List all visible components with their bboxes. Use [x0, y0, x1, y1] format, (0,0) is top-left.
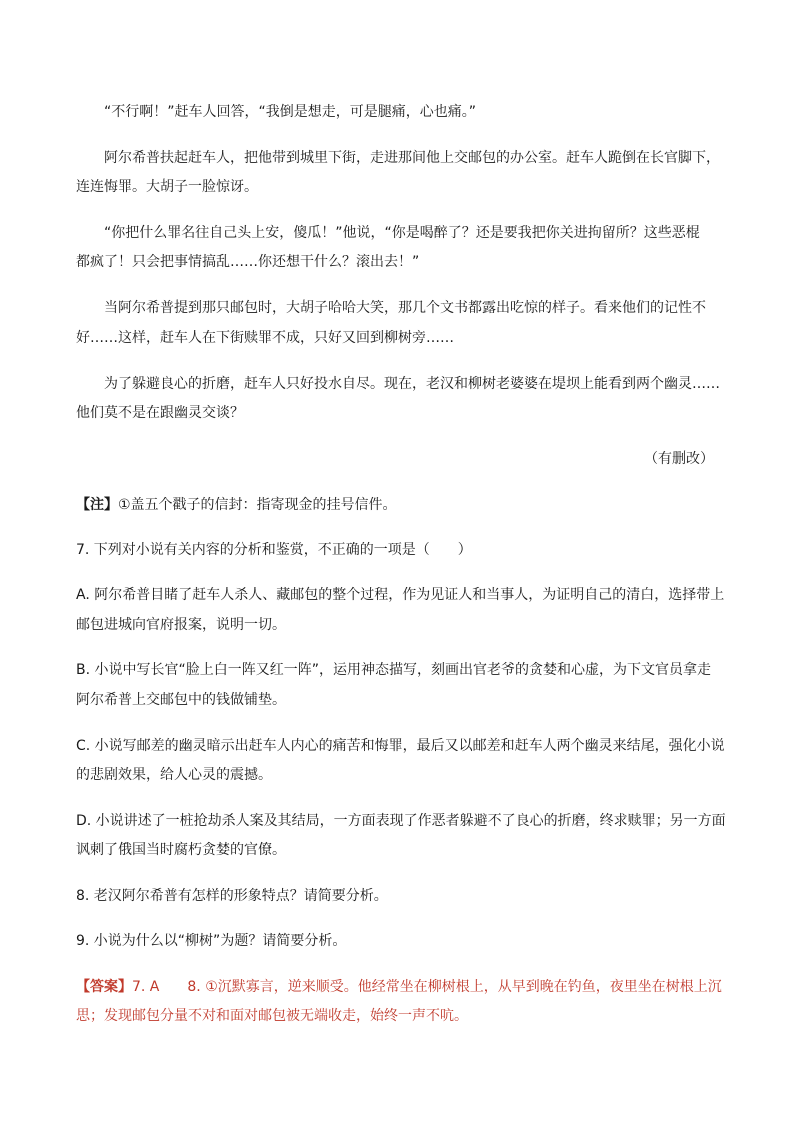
- source-note: （有删改）: [644, 451, 714, 467]
- answer-tag: 【答案】: [76, 979, 132, 995]
- option-b-line-1: B. 小说中写长官“脸上白一阵又红一阵”，运用神态描写，刻画出官老爷的贪婪和心虚，为下文官员拿走: [76, 662, 712, 678]
- option-d-line-2: 讽刺了俄国当时腐朽贪婪的官僚。: [76, 842, 286, 858]
- option-d-line-1: D. 小说讲述了一桩抢劫杀人案及其结局，一方面表现了作恶者躲避不了良心的折磨，终求赎罪；另一方面: [76, 813, 726, 829]
- footnote-text: ①盖五个戳子的信封：指寄现金的挂号信件。: [118, 497, 397, 513]
- question-8: 8. 老汉阿尔希普有怎样的形象特点？请简要分析。: [76, 888, 388, 904]
- answer-line-1: [76, 977, 722, 997]
- paragraph-2-line-1: 阿尔希普扶起赶车人，把他带到城里下街，走进那间他上交邮包的办公室。赶车人跪倒在长官脚下，: [104, 150, 720, 166]
- paragraph-5-line-1: 为了躲避良心的折磨，赶车人只好投水自尽。现在，老汉和柳树老婆婆在堤坝上能看到两个幽灵……: [104, 376, 720, 392]
- question-7-stem: 7. 下列对小说有关内容的分析和鉴赏，不正确的一项是（ ）: [76, 542, 472, 558]
- option-c-line-1: C. 小说写邮差的幽灵暗示出赶车人内心的痛苦和悔罪，最后又以邮差和赶车人两个幽灵来结尾，强化小说: [76, 738, 725, 754]
- answer-line-2: 思；发现邮包分量不对和面对邮包被无端收走，始终一声不吭。: [76, 1008, 468, 1024]
- answer-text-1: 7. A 8. ①沉默寡言，逆来顺受。他经常坐在柳树根上，从早到晚在钓鱼，夜里坐在树根上沉: [132, 979, 722, 995]
- paragraph-4-line-2: 好……这样，赶车人在下街赎罪不成，只好又回到柳树旁……: [76, 330, 454, 346]
- paragraph-2-line-2: 连连悔罪。大胡子一脸惊讶。: [76, 179, 258, 195]
- paragraph-3-line-1: “你把什么罪名往自己头上安，傻瓜！”他说，“你是喝醉了？还是要我把你关进拘留所？这些恶棍: [104, 225, 700, 241]
- question-9: 9. 小说为什么以“柳树”为题？请简要分析。: [76, 933, 347, 949]
- option-a-line-2: 邮包进城向官府报案，说明一切。: [76, 617, 286, 633]
- footnote-tag: 【注】: [76, 497, 118, 513]
- paragraph-1: “不行啊！”赶车人回答，“我倒是想走，可是腿痛，心也痛。”: [104, 104, 477, 120]
- footnote: [76, 495, 397, 515]
- paragraph-5-line-2: 他们莫不是在跟幽灵交谈？: [76, 405, 244, 421]
- paragraph-4-line-1: 当阿尔希普提到那只邮包时，大胡子哈哈大笑，那几个文书都露出吃惊的样子。看来他们的记性不: [104, 300, 706, 316]
- option-b-line-2: 阿尔希普上交邮包中的钱做铺垫。: [76, 692, 286, 708]
- paragraph-3-line-2: 都疯了！只会把事情搞乱……你还想干什么？滚出去！”: [76, 254, 420, 270]
- option-a-line-1: A. 阿尔希普目睹了赶车人杀人、藏邮包的整个过程，作为见证人和当事人，为证明自己的清白，选择带上: [76, 587, 725, 603]
- option-c-line-2: 的悲剧效果，给人心灵的震撼。: [76, 767, 272, 783]
